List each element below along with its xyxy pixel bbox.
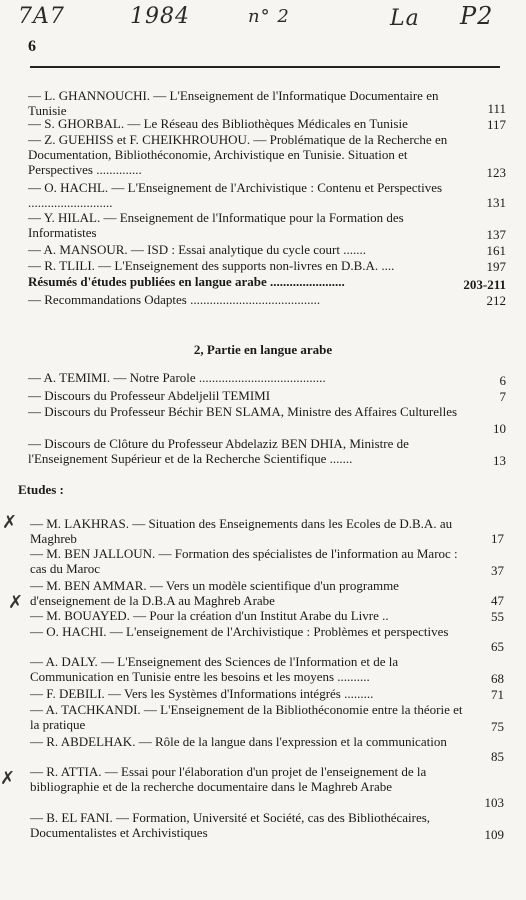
entry-text: — A. TEMIMI. — Notre Parole .......................................	[28, 370, 326, 385]
section-title: 2, Partie en langue arabe	[193, 342, 333, 357]
entry-text: — M. BEN JALLOUN. — Formation des spécialistes de l'information au Maroc : cas du Maroc	[30, 546, 458, 576]
toc-entry	[30, 608, 504, 624]
handwritten-note-2: La	[390, 6, 420, 31]
entry-text: — F. DEBILI. — Vers les Systèmes d'Informations intégrés .........	[30, 686, 374, 701]
toc-entry	[30, 516, 504, 546]
toc-entry	[28, 132, 506, 180]
part1-list	[28, 88, 506, 308]
entry-page: 137	[486, 227, 506, 242]
entry-page: 68	[491, 671, 504, 686]
entry-text: — S. GHORBAL. — Le Réseau des Bibliothèques Médicales en Tunisie	[28, 116, 408, 131]
handwritten-note: 7A7	[18, 4, 65, 29]
entry-text: Résumés d'études publiées en langue arabe .......................	[28, 274, 345, 289]
entry-page: 131	[486, 195, 506, 210]
entry-text: — A. TACHKANDI. — L'Enseignement de la Bibliothéconomie entre la théorie et la pratique	[30, 702, 463, 732]
handwritten-issue: n° 2	[248, 6, 290, 27]
entry-text: — L. GHANNOUCHI. — L'Enseignement de l'Informatique Documentaire en Tunisie	[28, 88, 439, 118]
entry-text: — Discours du Professeur Abdeljelil TEMIMI	[28, 388, 271, 403]
toc-entry	[28, 274, 506, 292]
entry-page: 47	[491, 593, 504, 608]
toc-entry	[30, 764, 504, 810]
entry-page: 17	[491, 531, 504, 546]
toc-entry	[28, 292, 506, 308]
entry-text: — M. LAKHRAS. — Situation des Enseignements dans les Ecoles de D.B.A. au Maghreb	[30, 516, 453, 546]
entry-page: 123	[486, 165, 506, 180]
toc-entry	[28, 210, 506, 242]
toc-entry	[28, 242, 506, 258]
cross-mark-icon: ✗	[0, 768, 16, 789]
toc-entry	[30, 810, 504, 842]
entry-page: 212	[486, 293, 506, 308]
entry-page: 109	[484, 827, 504, 842]
entry-page: 197	[486, 259, 506, 274]
entry-page: 6	[499, 373, 506, 388]
entry-text: — Recommandations Odaptes ........................................	[28, 292, 321, 307]
entry-page: 203-211	[463, 277, 506, 292]
header-rule	[30, 66, 500, 68]
entry-text: — A. MANSOUR. — ISD : Essai analytique du cycle court .......	[28, 242, 366, 257]
entry-page: 55	[491, 609, 504, 624]
entry-text: — Discours du Professeur Béchir BEN SLAMA, Ministre des Affaires Culturelles	[28, 404, 458, 419]
entry-text: — M. BEN AMMAR. — Vers un modèle scientifique d'un programme d'enseignement de la D.B.A au Maghreb Arabe	[30, 578, 399, 608]
toc-entry	[28, 436, 506, 468]
toc-entry	[30, 624, 504, 654]
page-number: 6	[28, 38, 36, 55]
entry-page: 85	[491, 749, 504, 764]
entry-text: — Discours de Clôture du Professeur Abdelaziz BEN DHIA, Ministre de l'Enseignement Supérieur et de la Recherche Scientifique .......	[28, 436, 409, 466]
toc-entry	[30, 654, 504, 686]
entry-page: 71	[491, 687, 504, 702]
entry-page: 13	[493, 453, 506, 468]
entry-page: 161	[486, 243, 506, 258]
toc-entry	[28, 370, 506, 388]
entry-text: — R. ATTIA. — Essai pour l'élaboration d'un projet de l'enseignement de la bibliographie et de la recherche documentaire dans le Maghreb Arabe	[30, 764, 427, 794]
toc-entry	[28, 258, 506, 274]
handwritten-year: 1984	[130, 4, 190, 29]
entry-page: 10	[493, 421, 506, 436]
entry-page: 111	[487, 101, 506, 116]
toc-entry	[30, 546, 504, 578]
toc-entry	[28, 404, 506, 436]
part2-list	[28, 370, 506, 468]
toc-entry	[30, 702, 504, 734]
entry-page: 75	[491, 719, 504, 734]
cross-mark-icon: ✗	[2, 512, 18, 533]
toc-entry	[28, 388, 506, 404]
entry-text: — R. TLILI. — L'Enseignement des supports non-livres en D.B.A. ....	[28, 258, 395, 273]
entry-text: — O. HACHI. — L'enseignement de l'Archivistique : Problèmes et perspectives	[30, 624, 449, 639]
entry-text: — B. EL FANI. — Formation, Université et Société, cas des Bibliothécaires, Documentalistes et Archivistiques	[30, 810, 431, 840]
entry-page: 117	[486, 117, 506, 132]
toc-entry	[30, 578, 504, 608]
entry-text: — A. DALY. — L'Enseignement des Sciences de l'Information et de la Communication en Tunisie entre les besoins et les moyens ..........	[30, 654, 399, 684]
toc-entry	[28, 88, 506, 116]
etudes-heading: Etudes :	[18, 482, 64, 497]
entry-page: 37	[491, 563, 504, 578]
entry-text: — Y. HILAL. — Enseignement de l'Informatique pour la Formation des Informatistes	[28, 210, 404, 240]
entry-text: — M. BOUAYED. — Pour la création d'un Institut Arabe du Livre ..	[30, 608, 389, 623]
cross-mark-icon: ✗	[8, 592, 24, 613]
entry-text: — O. HACHL. — L'Enseignement de l'Archivistique : Contenu et Perspectives ..........................	[28, 180, 443, 210]
toc-entry	[30, 686, 504, 702]
etudes-list	[30, 516, 504, 842]
entry-page: 65	[491, 639, 504, 654]
toc-entry	[28, 116, 506, 132]
entry-page: 103	[484, 795, 504, 810]
toc-entry	[30, 734, 504, 764]
handwritten-note-3: P2	[460, 2, 494, 30]
entry-text: — R. ABDELHAK. — Rôle de la langue dans l'expression et la communication	[30, 734, 447, 749]
entry-text: — Z. GUEHISS et F. CHEIKHROUHOU. — Problématique de la Recherche en Documentation, Bibliothéconomie, Archivistique en Tunisie. Situation et Perspectives ..............	[28, 132, 448, 177]
entry-page: 7	[499, 389, 506, 404]
toc-entry	[28, 180, 506, 210]
